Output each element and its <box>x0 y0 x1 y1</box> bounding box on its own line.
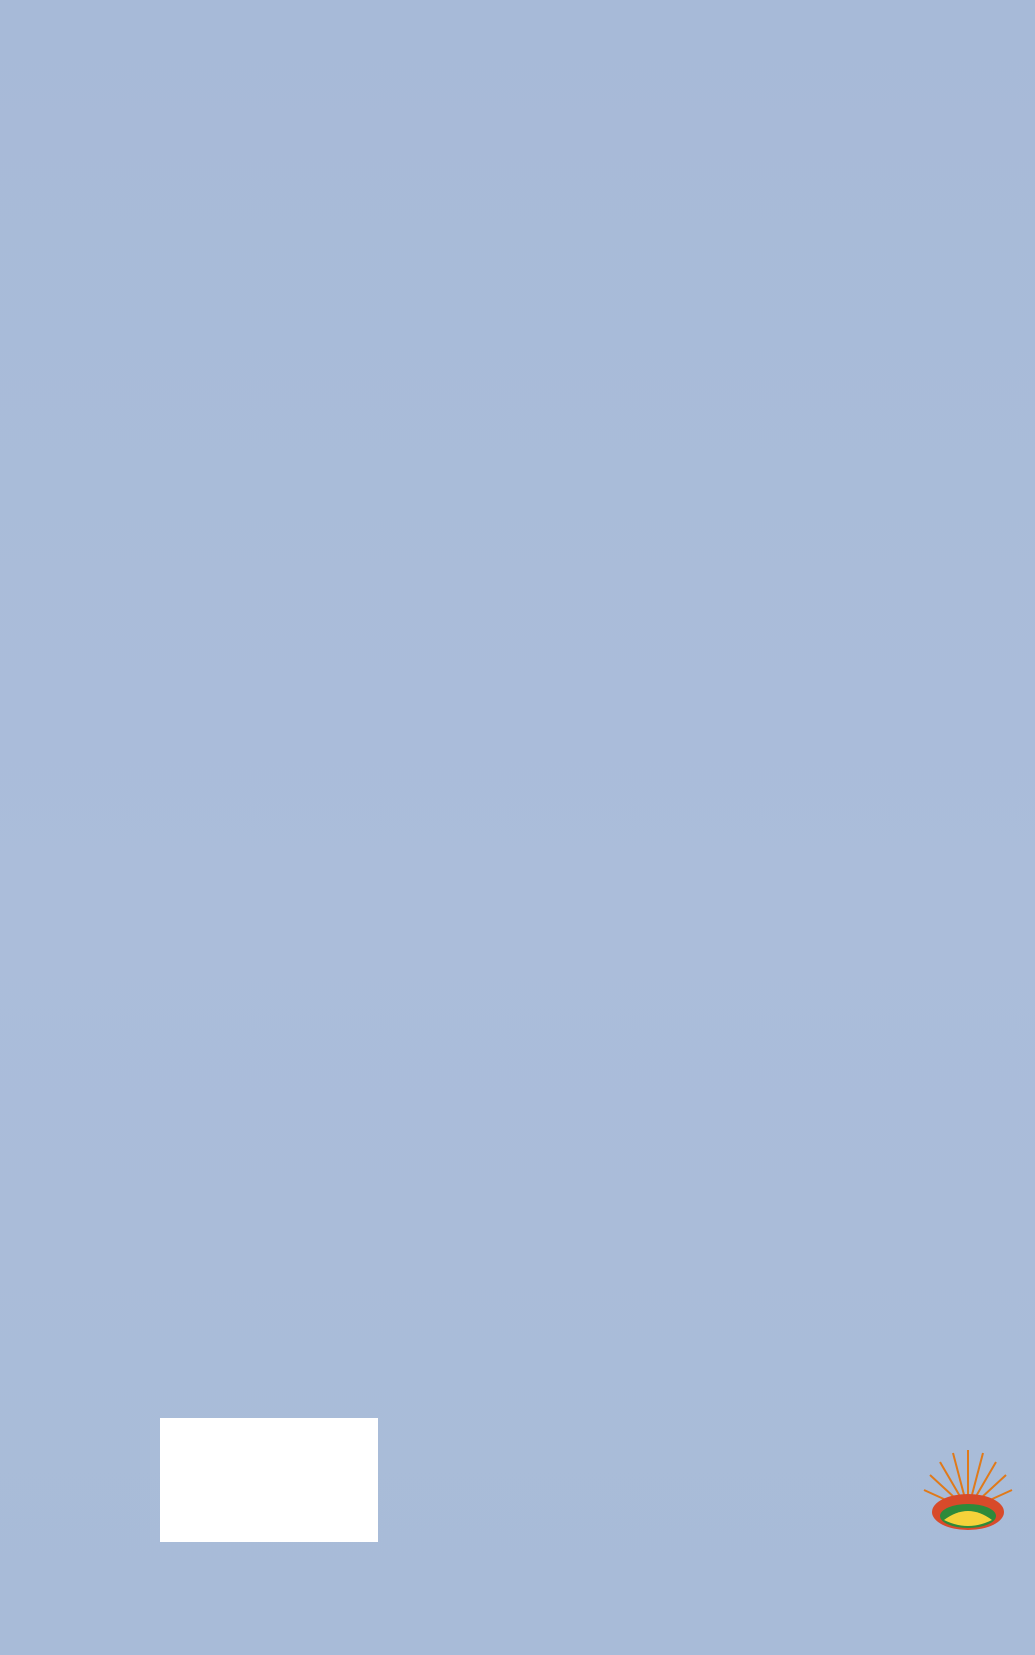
barcode-bars <box>170 1440 370 1520</box>
ornament-border-right <box>956 180 996 1170</box>
publisher-info <box>535 1440 915 1446</box>
book-description <box>185 205 955 211</box>
ornament-border-top <box>122 128 1000 188</box>
ornament-border-bottom <box>122 1170 1000 1230</box>
isbn-barcode <box>160 1418 378 1542</box>
publisher-logo-icon <box>918 1440 1018 1580</box>
ornament-border-left <box>128 180 168 1170</box>
